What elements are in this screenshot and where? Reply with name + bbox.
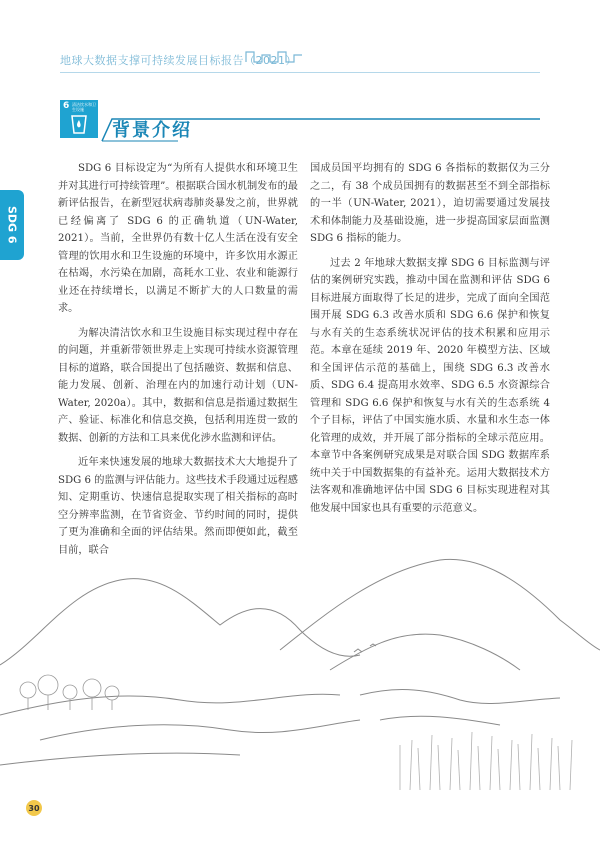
sdg-badge-number: 6 (63, 101, 70, 111)
paragraph: 过去 2 年地球大数据支撑 SDG 6 目标监测与评估的案例研究实践，推动中国在监测和评估 SDG 6 目标进展方面取得了长足的进步，完成了面向全国范围开展 SDG 6.3 改善水质和 SDG 6.6 保护和恢复与水有关的生态系统状况评估的技术积累和应用示范。本章在延续 2019 年、2020 年模型方法、区域和全国评估示范的基础上，围绕 SDG 6.3 改善水质、SDG 6.4 提高用水效率、SDG 6.5 水资源综合管理和 SDG 6.6 保护和恢复与水有关的生态系统 4 个子目标，评估了中国实施水质、水量和水生态一体化管理的成效，并开展了部分指标的全球示范应用。本章节中各案例研究成果是对联合国 SDG 数据库系统中关于中国数据集的有益补充。运用大数据技术方法客观和准确地评估中国 SDG 6 目标实现进程对其他发展中国家也具有重要的示范意义。 (310, 257, 550, 514)
sdg-badge-name: 清洁饮水和卫生设施 (72, 102, 96, 112)
right-column (310, 160, 550, 524)
header-decoration-icon (245, 50, 305, 64)
paragraph: SDG 6 目标设定为“为所有人提供水和环境卫生并对其进行可持续管理”。根据联合国水机制发布的最新评估报告，在新型冠状病毒肺炎暴发之前，世界就已经偏离了 SDG 6 的正确轨道（UN-Water, 2021）。当前，全世界仍有数十亿人生活在没有安全管理的饮用水和卫生设施的环境中，许多饮用水源正在枯竭，水污染在加剧，高耗水工业、农业和能源行业还在持续增长，以满足不断扩大的人口数量的需求。 (58, 163, 298, 314)
section-title: 背景介绍 (112, 120, 192, 141)
water-glass-icon (69, 113, 89, 135)
left-column (58, 160, 298, 566)
header-rule (60, 72, 540, 73)
header-title: 地球大数据支撑可持续发展目标报告（2021） (60, 54, 297, 67)
paragraph: 近年来快速发展的地球大数据技术大大地提升了 SDG 6 的监测与评估能力。这些技术手段通过远程感知、定期重访、快速信息提取实现了相关指标的高时空分辨率监测，在节省资金、节约时间的同时，提供了更为准确和全面的评估结果。然而即便如此，截至目前，联合 (58, 457, 298, 556)
sdg-badge (60, 100, 98, 138)
page-number: 30 (26, 800, 42, 816)
chapter-side-tab-label: SDG 6 (5, 206, 19, 244)
paragraph: 为解决清洁饮水和卫生设施目标实现过程中存在的问题，并重新带领世界走上实现可持续水资源管理目标的道路，联合国提出了包括融资、数据和信息、能力发展、创新、治理在内的加速行动计划（UN-Water, 2020a）。其中，数据和信息是指通过数据生产、验证、标准化和信息交换，包括利用连贯一致的数据、创新的方法和工具来优化涉水监测和评估。 (58, 327, 298, 444)
paragraph: 国成员国平均拥有的 SDG 6 各指标的数据仅为三分之二，有 38 个成员国拥有的数据甚至不到全部指标的一半（UN-Water, 2021），迫切需要通过发展技术和体制能力及基础设施，进一步提高国家层面监测 SDG 6 指标的能力。 (310, 163, 550, 244)
landscape-illustration (0, 550, 600, 790)
chapter-side-tab (0, 190, 24, 260)
